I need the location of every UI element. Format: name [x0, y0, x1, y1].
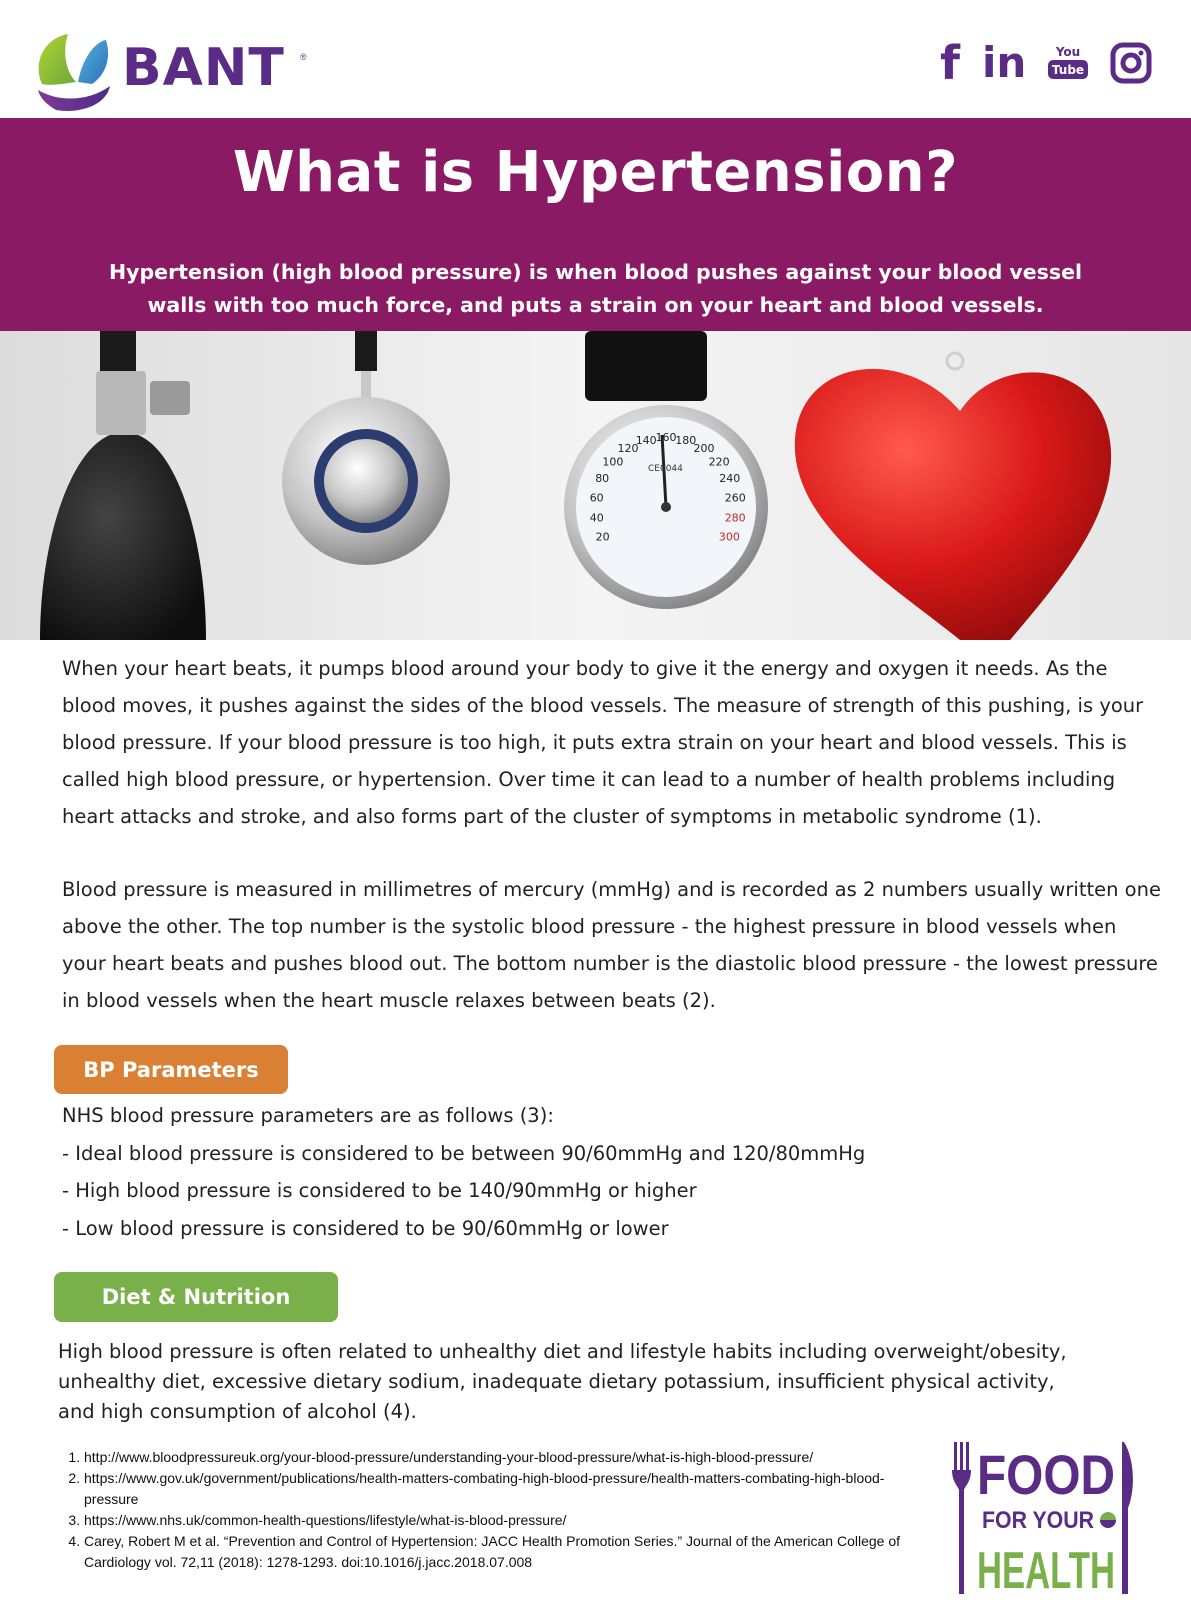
list-item: - High blood pressure is considered to be 140/90mmHg or higher	[62, 1179, 697, 1202]
food-for-your-health-logo	[948, 1438, 1138, 1598]
page-subtitle: Hypertension (high blood pressure) is when blood pushes against your blood vessel walls with too much force, and puts a strain on your heart and blood vessels.	[108, 260, 1083, 317]
gauge-number: 60	[589, 491, 604, 505]
reference-item: 4. Carey, Robert M et al. “Prevention and Control of Hypertension: JACC Health Promotion Series.” Journal of the American College of Cardiology vol. 72,11 (2018): 1278-1293. doi:10.1016/j.jacc.2018.07.008	[84, 1531, 914, 1573]
gauge-number: 100	[602, 455, 624, 469]
gauge-number: 300	[718, 530, 740, 544]
page-title: What is Hypertension?	[232, 140, 959, 205]
reference-item: 3. https://www.nhs.uk/common-health-questions/lifestyle/what-is-blood-pressure/	[84, 1510, 914, 1531]
gauge-mark: CE0044	[648, 464, 683, 474]
references-list	[60, 1447, 914, 1573]
facebook-icon[interactable]: f	[940, 36, 961, 90]
youtube-label-bottom: Tube	[1051, 63, 1085, 77]
gauge-number: 80	[595, 472, 610, 486]
logo-word-health: HEALTH	[977, 1542, 1115, 1600]
bp-parameters-label: BP Parameters	[54, 1045, 288, 1094]
diet-nutrition-label: Diet & Nutrition	[54, 1272, 338, 1322]
logo-word-food: FOOD	[977, 1443, 1115, 1506]
list-item: - Low blood pressure is considered to be 90/60mmHg or lower	[62, 1216, 669, 1240]
logo-word-for-your: FOR YOUR	[982, 1507, 1094, 1534]
gauge-number: 180	[675, 433, 697, 447]
gauge-number: 280	[724, 511, 746, 525]
list-item: NHS blood pressure parameters are as follows (3):	[62, 1104, 554, 1127]
youtube-icon[interactable]	[1046, 44, 1090, 80]
linkedin-icon[interactable]: in	[982, 38, 1027, 87]
bp-parameters-list	[62, 1097, 1162, 1247]
measurement-paragraph: Blood pressure is measured in millimetres of mercury (mmHg) and is recorded as 2 numbers usually written one above the other. The top number is the systolic blood pressure - the highest pressure in blood vessels when your heart beats and pushes blood out. The bottom number is the diastolic blood pressure - the lowest pressure in blood vessels when the heart muscle relaxes between beats (2).	[62, 878, 1161, 1012]
gauge-number: 20	[595, 530, 610, 544]
gauge-number: 200	[693, 442, 715, 456]
gauge-number: 260	[724, 491, 746, 505]
gauge-number: 240	[719, 472, 741, 486]
gauge-number: 140	[635, 433, 657, 447]
diet-paragraph: High blood pressure is often related to unhealthy diet and lifestyle habits including overweight/obesity, unhealthy diet, excessive dietary sodium, inadequate dietary potassium, insufficient physical activity, and high consumption of alcohol (4).	[58, 1340, 1067, 1423]
gauge-number: 40	[589, 511, 604, 525]
instagram-icon[interactable]	[1110, 42, 1152, 84]
logo-wordmark: BANT	[122, 38, 285, 98]
reference-item: 1. http://www.bloodpressureuk.org/your-blood-pressure/understanding-your-blood-pressure/what-is-high-blood-pressure/	[84, 1447, 914, 1468]
reference-item: 2. https://www.gov.uk/government/publications/health-matters-combating-high-blood-pressure/health-matters-combating-high-blood-pressure	[84, 1468, 914, 1510]
intro-paragraph: When your heart beats, it pumps blood around your body to give it the energy and oxygen it needs. As the blood moves, it pushes against the sides of the blood vessels. The measure of strength of this pushing, is your blood pressure. If your blood pressure is too high, it puts extra strain on your heart and blood vessels. This is called high blood pressure, or hypertension. Over time it can lead to a number of health problems including heart attacks and stroke, and also forms part of the cluster of symptoms in metabolic syndrome (1).	[62, 657, 1144, 828]
list-item: - Ideal blood pressure is considered to be between 90/60mmHg and 120/80mmHg	[62, 1141, 866, 1165]
youtube-label-top: You	[1055, 45, 1081, 59]
blood-pressure-photo	[0, 331, 1191, 640]
gauge-number: 120	[617, 442, 639, 456]
gauge-number: 220	[708, 455, 730, 469]
gauge-number: 160	[655, 431, 677, 444]
registered-mark: ®	[300, 52, 307, 62]
